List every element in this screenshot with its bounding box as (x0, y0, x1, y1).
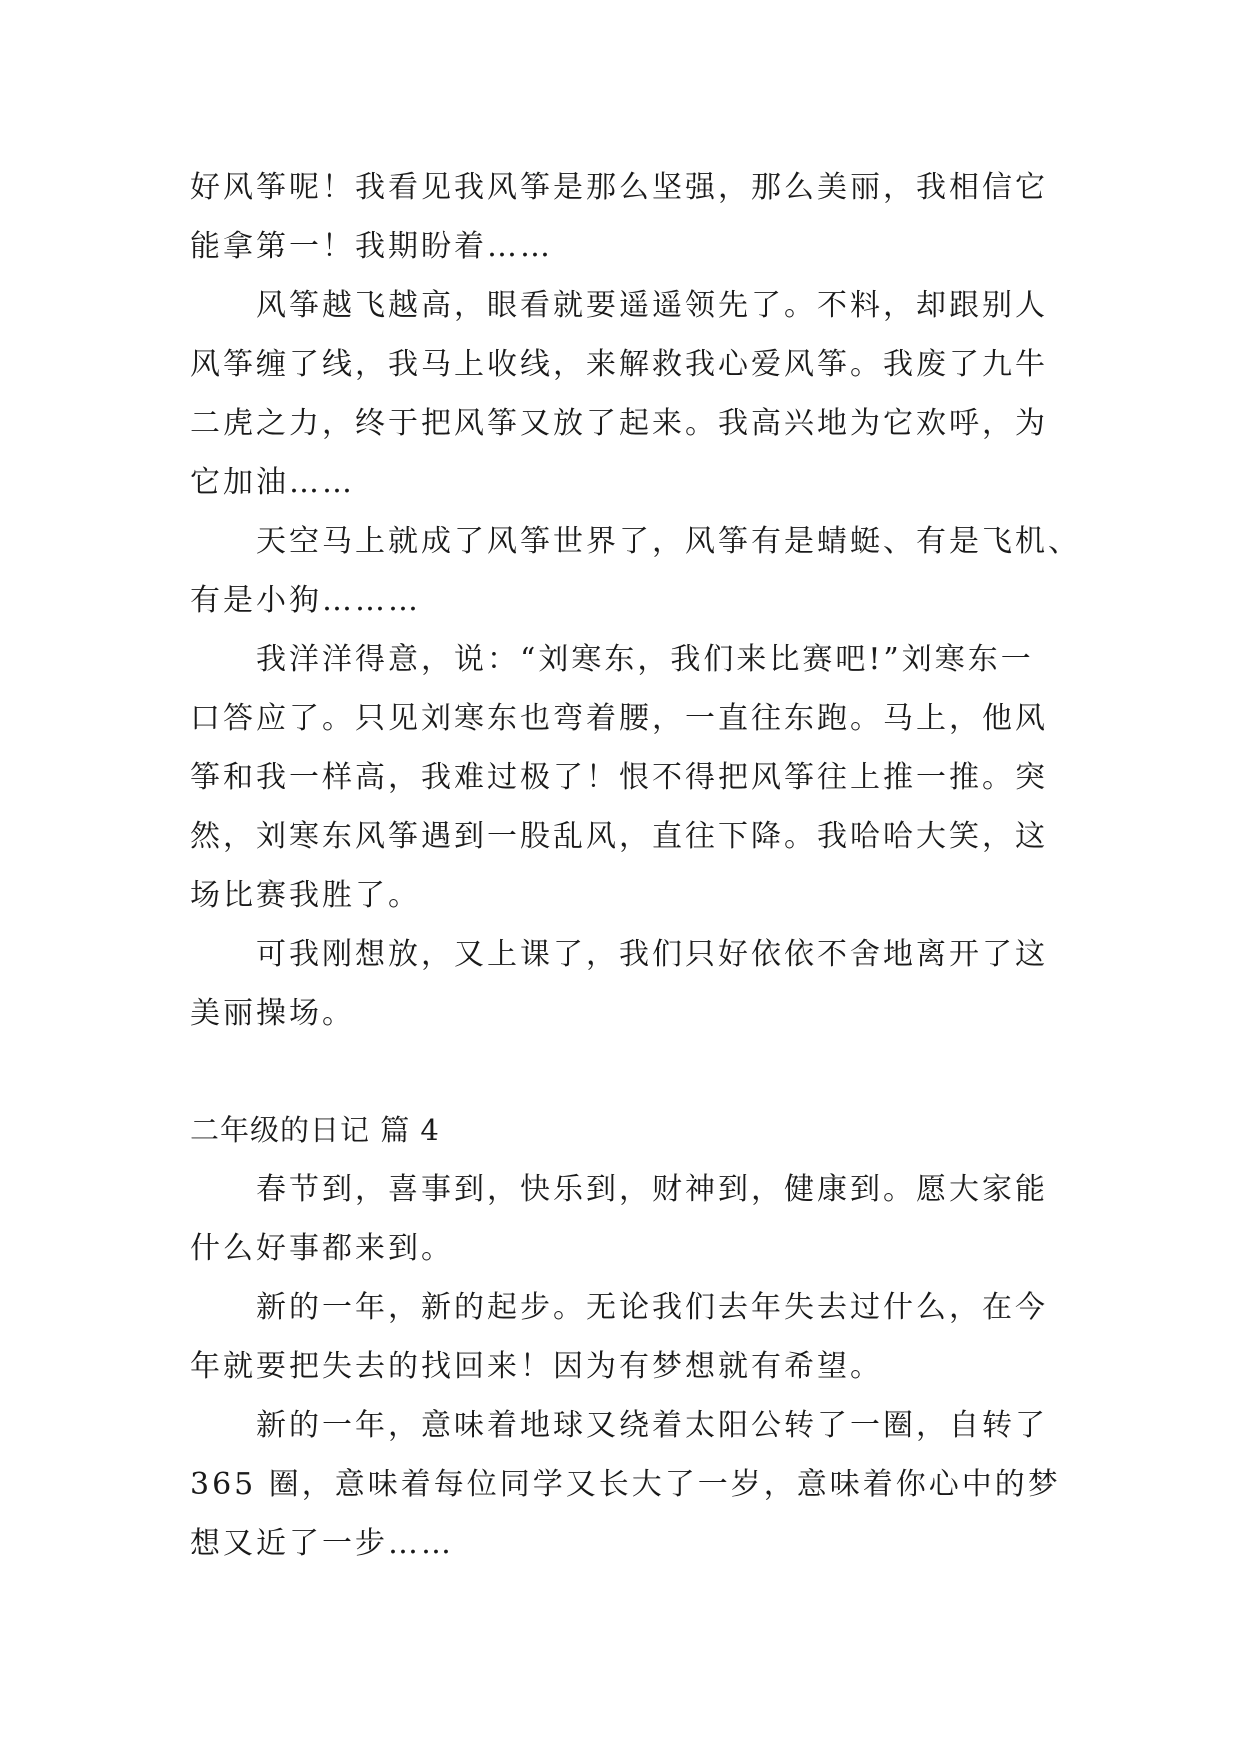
paragraph-line: 新的一年，意味着地球又绕着太阳公转了一圈，自转了 (256, 1408, 1048, 1443)
paragraph-line: 场比赛我胜了。 (190, 878, 421, 913)
section-gap (190, 1043, 1056, 1101)
paragraph-line: 好风筝呢！我看见我风筝是那么坚强，那么美丽，我相信它 (190, 170, 1048, 205)
paragraph-line: 美丽操场。 (190, 996, 355, 1031)
paragraph-line: 二虎之力，终于把风筝又放了起来。我高兴地为它欢呼，为 (190, 406, 1048, 441)
paragraph-line: 风筝缠了线，我马上收线，来解救我心爱风筝。我废了九牛 (190, 347, 1048, 382)
paragraph-line: 天空马上就成了风筝世界了，风筝有是蜻蜓、有是飞机、 (256, 524, 1081, 559)
paragraph-line: 什么好事都来到。 (190, 1231, 454, 1266)
paragraph-line: 想又近了一步…… (190, 1526, 454, 1561)
paragraph-line: 口答应了。只见刘寒东也弯着腰，一直往东跑。马上，他风 (190, 701, 1048, 736)
paragraph-line: 年就要把失去的找回来！因为有梦想就有希望。 (190, 1349, 883, 1384)
paragraph-line: 它加油…… (190, 465, 355, 500)
paragraph-line: 筝和我一样高，我难过极了！恨不得把风筝往上推一推。突 (190, 760, 1048, 795)
section-heading: 二年级的日记 篇 4 (190, 1113, 440, 1147)
document-body (190, 158, 1081, 1573)
paragraph-line: 能拿第一！我期盼着…… (190, 229, 553, 264)
paragraph-line: 有是小狗……… (190, 583, 421, 618)
paragraph-line: 365 圈，意味着每位同学又长大了一岁，意味着你心中的梦 (190, 1467, 1061, 1502)
paragraph-line: 可我刚想放，又上课了，我们只好依依不舍地离开了这 (256, 937, 1048, 972)
paragraph-line: 我洋洋得意，说：“刘寒东，我们来比赛吧!”刘寒东一 (256, 642, 1034, 677)
paragraph-line: 新的一年，新的起步。无论我们去年失去过什么，在今 (256, 1290, 1048, 1325)
paragraph-line: 风筝越飞越高，眼看就要遥遥领先了。不料，却跟别人 (256, 288, 1048, 323)
paragraph-line: 然，刘寒东风筝遇到一股乱风，直往下降。我哈哈大笑，这 (190, 819, 1048, 854)
paragraph-line: 春节到，喜事到，快乐到，财神到，健康到。愿大家能 (256, 1172, 1048, 1207)
